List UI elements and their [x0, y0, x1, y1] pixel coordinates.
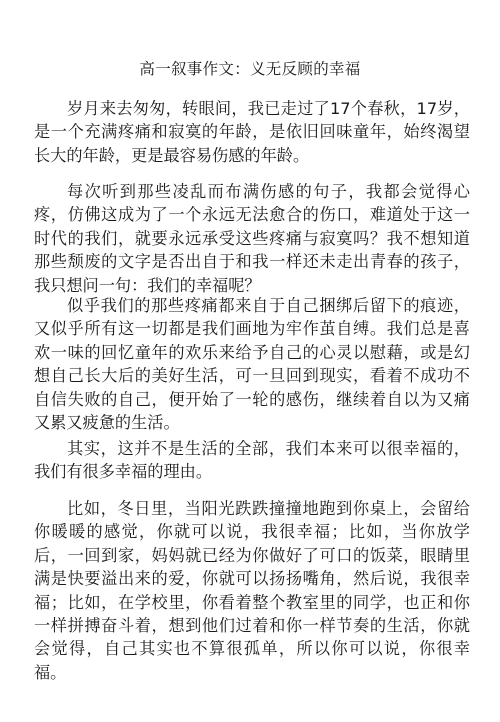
paragraph-4: 其实，这并不是生活的全部，我们本来可以很幸福的，我们有很多幸福的理由。: [34, 439, 470, 482]
paragraph-3: 似乎我们的那些疼痛都来自于自己捆绑后留下的痕迹，又似乎所有这一切都是我们画地为牢作茧自缚。我们总是喜欢一味的回忆童年的欢乐来给予自己的心灵以慰藉，或是幻想自己长大后的美好生活，可一旦回到现实，看着不成功不自信失败的自己，便开始了一轮的感伤，继续着自以为又痛又累又疲惫的生活。: [34, 296, 470, 433]
document-title: 高一叙事作文：义无反顾的幸福: [139, 60, 361, 78]
paragraph-5: 比如，冬日里，当阳光跌跌撞撞地跑到你桌上，会留给你暖暖的感觉，你就可以说，我很幸福；比如，当你放学后，一回到家，妈妈就已经为你做好了可口的饭菜，眼睛里满是快要溢出来的爱，你就可以扬扬嘴角，然后说，我很幸福；比如，在学校里，你看着整个教室里的同学，也正和你一样拼搏奋斗着，想到他们过着和你一样节奏的生活，你就会觉得，自己其实也不算很孤单，所以你可以说，你很幸福。: [34, 499, 470, 682]
paragraph-1: 岁月来去匆匆，转眼间，我已走过了17个春秋，17岁，是一个充满疼痛和寂寞的年龄，是依旧回味童年，始终渴望长大的年龄，更是最容易伤感的年龄。: [34, 99, 470, 165]
paragraph-2: 每次听到那些凌乱而布满伤感的句子，我都会觉得心疼，仿佛这成为了一个永远无法愈合的伤口，难道处于这一时代的我们，就要永远承受这些疼痛与寂寞吗？我不想知道那些颓废的文字是否出自于和我一样还未走出青春的孩子，我只想问一句：我们的幸福呢？: [34, 182, 470, 295]
